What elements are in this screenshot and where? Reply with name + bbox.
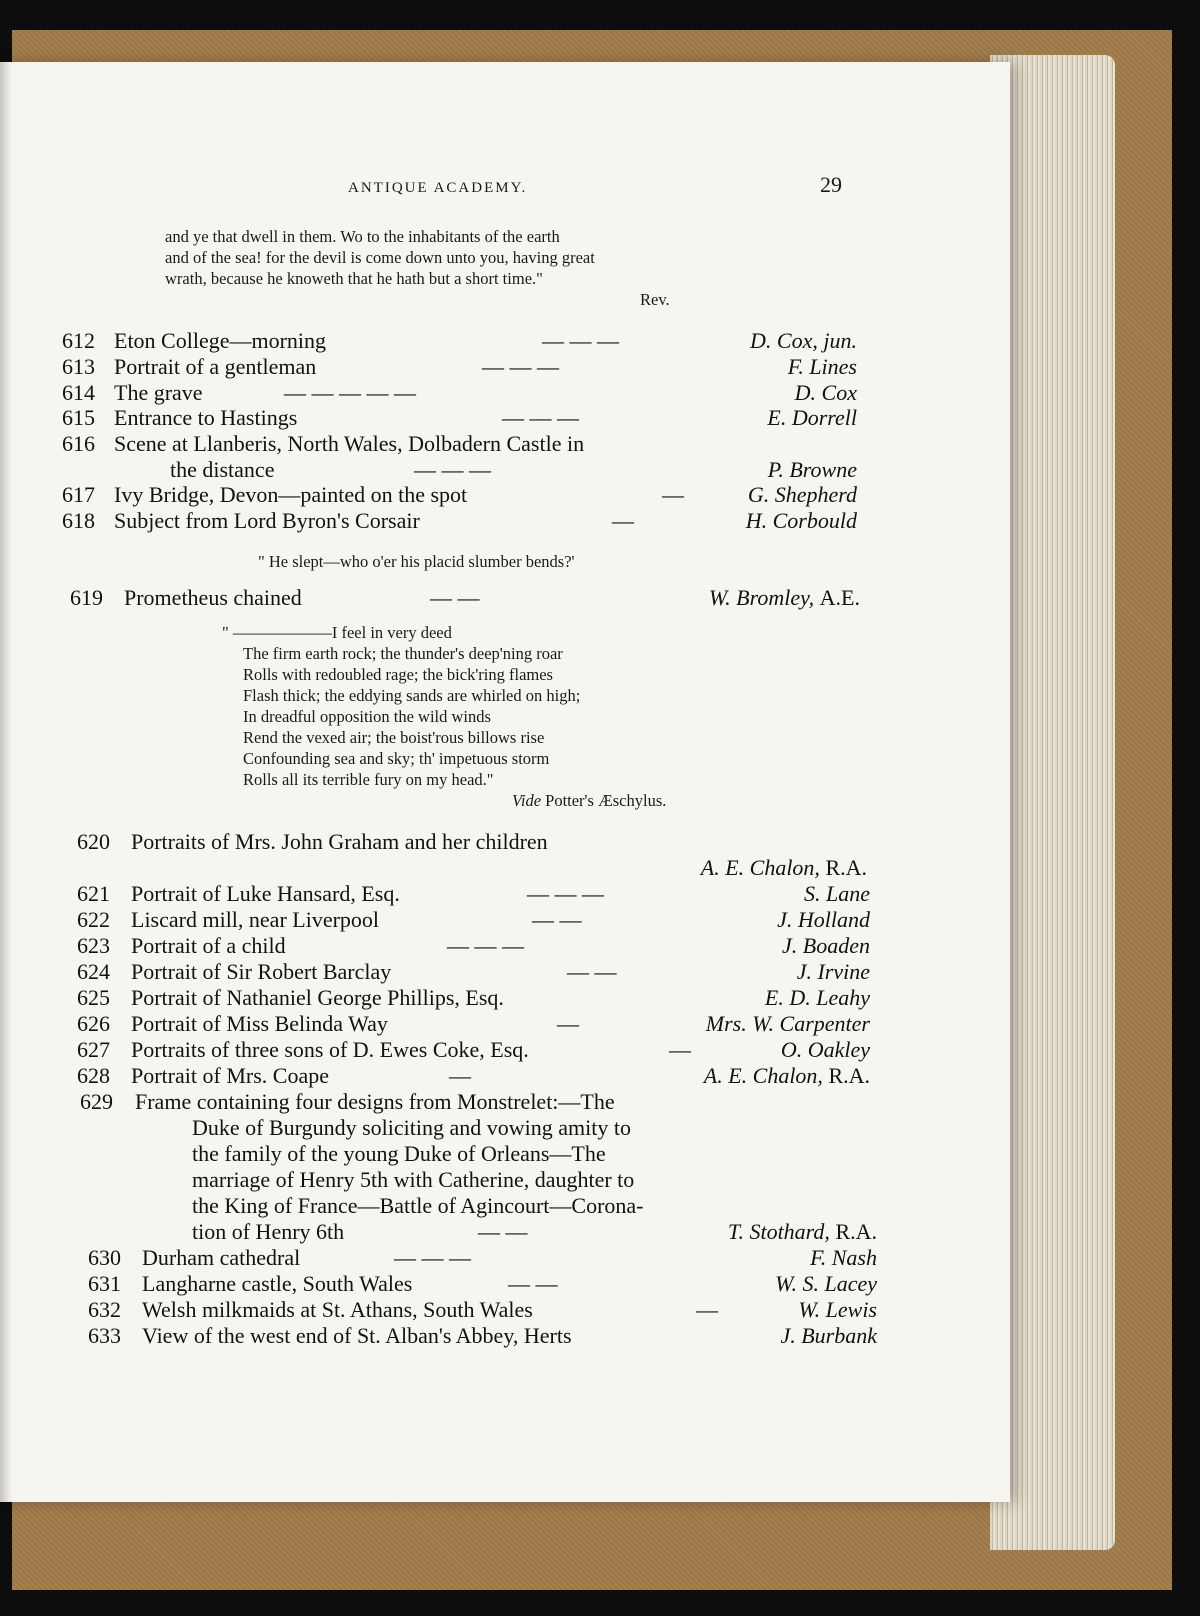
- entry-title: The grave: [114, 380, 203, 405]
- catalogue-entry: [77, 1063, 870, 1089]
- entry-title: Portrait of Miss Belinda Way: [131, 1011, 388, 1036]
- catalogue-entry: [77, 1011, 870, 1037]
- quote-source-text: Potter's Æschylus.: [541, 791, 667, 810]
- entry-title: the family of the young Duke of Orleans—The: [192, 1141, 606, 1166]
- entry-dashes: —: [612, 508, 634, 533]
- entry-dashes: — —: [478, 1219, 528, 1244]
- quote-line: and of the sea! for the devil is come down unto you, having great: [165, 248, 595, 267]
- entry-number: 633: [88, 1323, 121, 1348]
- catalogue-entry: [62, 380, 857, 406]
- entry-dashes: —: [449, 1063, 471, 1088]
- entry-artist: S. Lane: [804, 881, 870, 906]
- entry-dashes: — — —: [502, 405, 579, 430]
- artist-title: R.A.: [828, 1063, 870, 1088]
- artist-title: R.A.: [835, 1219, 877, 1244]
- catalogue-entry: [62, 354, 857, 380]
- entry-number: 615: [62, 405, 95, 430]
- entry-number: 612: [62, 328, 95, 353]
- entry-title: marriage of Henry 5th with Catherine, daughter to: [192, 1167, 635, 1192]
- entry-dashes: — — —: [542, 328, 619, 353]
- quote-source: [222, 790, 742, 811]
- catalogue-entry: [62, 405, 857, 431]
- entry-artist: F. Lines: [787, 354, 857, 379]
- entry-dashes: — — — — —: [284, 380, 416, 405]
- catalogue-entry-continued: [62, 457, 857, 483]
- entry-artist: W. S. Lacey: [775, 1271, 877, 1296]
- rev-quote: [165, 226, 765, 310]
- entry-artist: [704, 1063, 870, 1089]
- entry-dashes: — — —: [414, 457, 491, 482]
- artist-name: A. E. Chalon,: [703, 1063, 823, 1088]
- quote-line: In dreadful opposition the wild winds: [243, 707, 491, 726]
- catalogue-entry-continued: [80, 1193, 875, 1219]
- catalogue-entry: [62, 431, 857, 457]
- quote-line: Confounding sea and sky; th' impetuous storm: [243, 749, 550, 768]
- entry-artist: Mrs. W. Carpenter: [705, 1011, 870, 1036]
- entry-number: 624: [77, 959, 110, 984]
- entry-title: the King of France—Battle of Agincourt—Corona-: [192, 1193, 644, 1218]
- entry-title: Frame containing four designs from Monstrelet:—The: [135, 1089, 615, 1114]
- catalogue-entry-continued: [80, 1141, 875, 1167]
- catalogue-entry: [62, 482, 857, 508]
- entry-title: the distance: [170, 457, 275, 482]
- running-head: ANTIQUE ACADEMY.: [348, 180, 528, 196]
- catalogue-entry: [88, 1297, 877, 1323]
- artist-name: A. E. Chalon,: [700, 855, 820, 880]
- quote-source-vide: Vide: [512, 791, 542, 810]
- entry-dashes: — —: [508, 1271, 558, 1296]
- entry-dashes: — — —: [482, 354, 559, 379]
- entry-number: 630: [88, 1245, 121, 1270]
- entry-title: Portrait of a child: [131, 933, 286, 958]
- entry-number: 625: [77, 985, 110, 1010]
- entry-dashes: —: [662, 482, 684, 507]
- entry-number: 614: [62, 380, 95, 405]
- entry-dashes: —: [557, 1011, 579, 1036]
- quote-line: The firm earth rock; the thunder's deep'ning roar: [243, 644, 563, 663]
- entry-artist: J. Holland: [777, 907, 870, 932]
- quote-line: and ye that dwell in them. Wo to the inhabitants of the earth: [165, 227, 560, 246]
- entry-title: Durham cathedral: [142, 1245, 301, 1270]
- entry-dashes: — — —: [394, 1245, 471, 1270]
- entry-title: tion of Henry 6th: [192, 1219, 345, 1244]
- entry-title: View of the west end of St. Alban's Abbey, Herts: [142, 1323, 572, 1348]
- catalogue-entry-continued: [80, 1219, 877, 1245]
- entry-title: Eton College—morning: [114, 328, 327, 353]
- catalogue-entry: [77, 959, 870, 985]
- entry-number: 626: [77, 1011, 110, 1036]
- quote-line: " ——————I feel in very deed: [222, 623, 452, 642]
- entry-artist: O. Oakley: [780, 1037, 870, 1062]
- quote-line: Flash thick; the eddying sands are whirled on high;: [243, 686, 581, 705]
- catalogue-entry: [62, 328, 857, 354]
- entry-artist: F. Nash: [810, 1245, 877, 1270]
- catalogue-entry: [88, 1245, 877, 1271]
- catalogue-entry: [77, 829, 867, 855]
- quote-line: Rend the vexed air; the boist'rous billows rise: [243, 728, 545, 747]
- catalogue-entry-continued: [80, 1115, 875, 1141]
- quote-line: wrath, because he knoweth that he hath but a short time.": [165, 269, 543, 288]
- gutter-shadow: [0, 62, 12, 1502]
- entry-title: Portrait of Mrs. Coape: [131, 1063, 329, 1088]
- entry-artist: [709, 585, 860, 611]
- catalogue-entry: [77, 985, 870, 1011]
- quote-line: Rolls all its terrible fury on my head.": [243, 770, 494, 789]
- entry-number: 622: [77, 907, 110, 932]
- entry-number: 631: [88, 1271, 121, 1296]
- catalogue-entry: [88, 1323, 877, 1349]
- entry-title: Ivy Bridge, Devon—painted on the spot: [114, 482, 468, 507]
- entry-number: 623: [77, 933, 110, 958]
- entry-dashes: —: [669, 1037, 691, 1062]
- catalogue-entry: [70, 585, 860, 611]
- entry-dashes: — — —: [447, 933, 524, 958]
- entry-dashes: — —: [567, 959, 617, 984]
- artist-name: W. Bromley,: [708, 585, 815, 610]
- catalogue-entry: [77, 881, 870, 907]
- entry-number: 616: [62, 431, 95, 456]
- quote-source: Rev.: [640, 290, 670, 309]
- catalogue-entry: [77, 1037, 870, 1063]
- catalogue-entry: [62, 508, 857, 534]
- entry-artist: D. Cox, jun.: [750, 328, 857, 353]
- catalogue-entry-continued: [80, 1167, 875, 1193]
- artist-title: A.E.: [819, 585, 860, 610]
- entry-artist: [701, 855, 867, 881]
- entry-artist: J. Irvine: [796, 959, 870, 984]
- entry-title: Portraits of Mrs. John Graham and her children: [131, 829, 548, 854]
- entry-artist: E. D. Leahy: [764, 985, 870, 1010]
- entry-artist: J. Burbank: [780, 1323, 877, 1348]
- entry-number: 627: [77, 1037, 110, 1062]
- entry-title: Duke of Burgundy soliciting and vowing amity to: [192, 1115, 631, 1140]
- aeschylus-quote: [222, 622, 742, 811]
- entry-number: 621: [77, 881, 110, 906]
- entry-title: Welsh milkmaids at St. Athans, South Wales: [142, 1297, 533, 1322]
- entry-number: 619: [70, 585, 103, 610]
- catalogue-entry-continued: [77, 855, 867, 881]
- entry-title: Scene at Llanberis, North Wales, Dolbadern Castle in: [114, 431, 585, 456]
- entry-number: 618: [62, 508, 95, 533]
- entry-number: 632: [88, 1297, 121, 1322]
- entry-number: 617: [62, 482, 95, 507]
- entry-artist: G. Shepherd: [747, 482, 857, 507]
- entry-artist: J. Boaden: [782, 933, 870, 958]
- entry-title: Entrance to Hastings: [114, 405, 298, 430]
- entry-title: Liscard mill, near Liverpool: [131, 907, 380, 932]
- catalogue-entry: [77, 907, 870, 933]
- entry-title: Langharne castle, South Wales: [142, 1271, 413, 1296]
- entry-number: 629: [80, 1089, 113, 1114]
- entry-artist: P. Browne: [767, 457, 857, 482]
- quote-line: Rolls with redoubled rage; the bick'ring flames: [243, 665, 553, 684]
- corsair-quote: [258, 551, 575, 572]
- artist-name: T. Stothard,: [727, 1219, 830, 1244]
- catalogue-entry: [88, 1271, 877, 1297]
- catalogue-entry: [77, 933, 870, 959]
- entry-artist: E. Dorrell: [767, 405, 857, 430]
- quote-line: " He slept—who o'er his placid slumber bends?': [258, 552, 575, 571]
- entry-artist: [728, 1219, 877, 1245]
- entry-title: Portrait of a gentleman: [114, 354, 317, 379]
- entry-title: Portrait of Luke Hansard, Esq.: [131, 881, 400, 906]
- entry-title: Portraits of three sons of D. Ewes Coke, Esq.: [131, 1037, 529, 1062]
- entry-title: Portrait of Sir Robert Barclay: [131, 959, 392, 984]
- catalogue-entry: [80, 1089, 875, 1115]
- entry-artist: H. Corbould: [745, 508, 857, 533]
- entry-title: Portrait of Nathaniel George Phillips, Esq.: [131, 985, 504, 1010]
- entry-dashes: — —: [532, 907, 582, 932]
- artist-title: R.A.: [825, 855, 867, 880]
- entry-artist: D. Cox: [794, 380, 857, 405]
- entry-artist: W. Lewis: [798, 1297, 877, 1322]
- entry-title: Prometheus chained: [124, 585, 302, 610]
- entry-dashes: — — —: [527, 881, 604, 906]
- entry-number: 620: [77, 829, 110, 854]
- entry-dashes: —: [696, 1297, 718, 1322]
- entry-dashes: — —: [430, 585, 480, 610]
- entry-number: 613: [62, 354, 95, 379]
- entry-number: 628: [77, 1063, 110, 1088]
- page-number: 29: [820, 172, 842, 197]
- entry-title: Subject from Lord Byron's Corsair: [114, 508, 420, 533]
